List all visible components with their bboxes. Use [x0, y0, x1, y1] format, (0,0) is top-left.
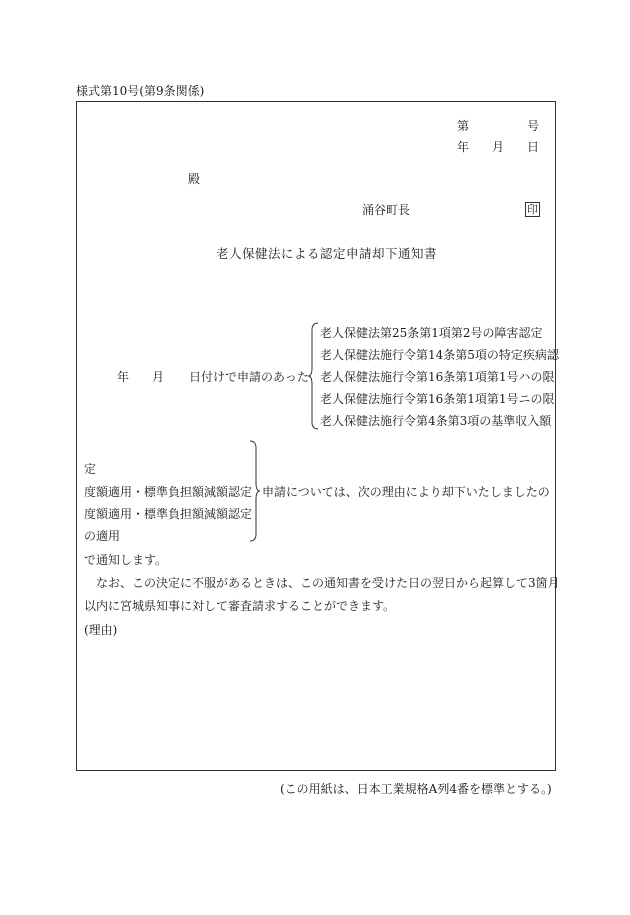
date-day: 日 — [527, 140, 540, 154]
applied-date-suffix: 日付けで申請のあった — [189, 370, 309, 384]
option-continuation: 度額適用・標準負担額減額認定 — [84, 485, 253, 499]
form-label: 様式第10号(第9条関係) — [76, 84, 205, 98]
options-brace — [308, 322, 320, 430]
notice-text: で通知します。 — [84, 553, 168, 567]
applied-month: 月 — [152, 370, 165, 384]
seal-mark: 印 — [527, 203, 538, 216]
reason-label: (理由) — [84, 623, 118, 637]
option-line: 老人保健法施行令第16条第1項第1号ハの限 — [320, 370, 555, 384]
document-frame — [76, 101, 556, 771]
option-continuation: 度額適用・標準負担額減額認定 — [84, 507, 253, 521]
doc-number-go: 号 — [527, 119, 540, 133]
addressee-suffix: 殿 — [188, 172, 201, 186]
date-year: 年 — [457, 140, 470, 154]
document-title: 老人保健法による認定申請却下通知書 — [216, 246, 438, 261]
appeal-line-1: なお、この決定に不服があるときは、この通知書を受けた日の翌日から起算して3箇月 — [96, 576, 560, 590]
option-continuation: 定 — [84, 462, 97, 476]
applied-year: 年 — [117, 370, 130, 384]
issuer-name: 涌谷町長 — [362, 203, 411, 217]
rejection-text: 申請については、次の理由により却下いたしましたの — [262, 485, 550, 499]
option-line: 老人保健法施行令第4条第3項の基準収入額 — [320, 414, 552, 428]
option-line: 老人保健法第25条第1項第2号の障害認定 — [320, 326, 543, 340]
option-line: 老人保健法施行令第16条第1項第1号ニの限 — [320, 392, 555, 406]
option-continuation: の適用 — [84, 529, 121, 543]
continuations-brace — [248, 440, 260, 542]
doc-number-dai: 第 — [457, 119, 470, 133]
option-line: 老人保健法施行令第14条第5項の特定疾病認 — [320, 348, 559, 362]
appeal-line-2: 以内に宮城県知事に対して審査請求することができます。 — [84, 599, 396, 613]
date-month: 月 — [492, 140, 505, 154]
footer-note: (この用紙は、日本工業規格A列4番を標準とする。) — [280, 782, 552, 796]
